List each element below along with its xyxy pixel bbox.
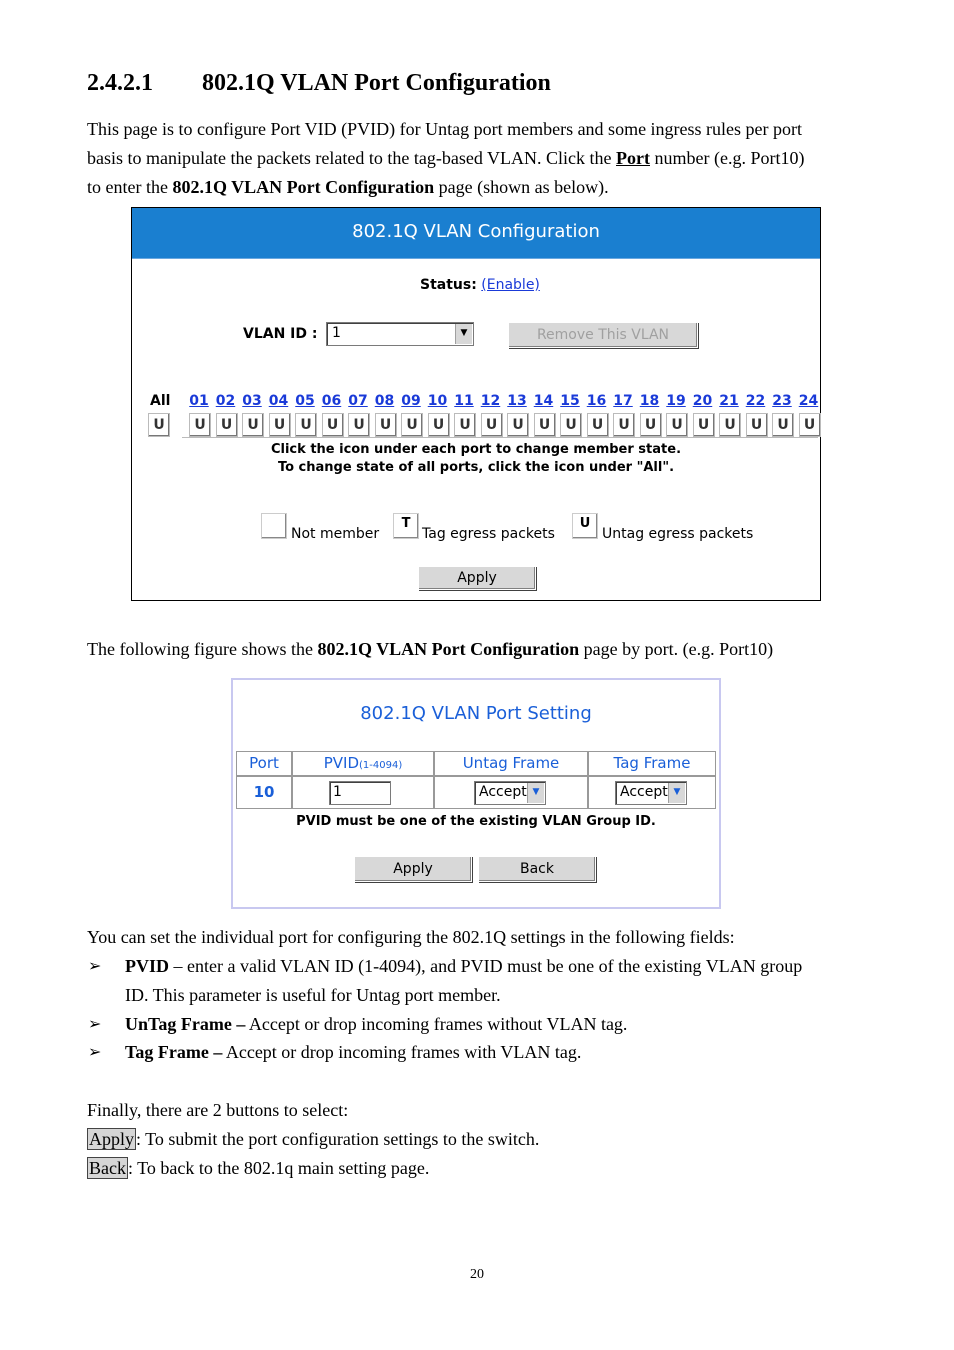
port-state-icon-21[interactable]: U	[719, 413, 741, 437]
port-state-icon-07[interactable]: U	[348, 413, 370, 437]
bullet-text: – enter a valid VLAN ID (1-4094), and PVID must be one of the existing VLAN group	[169, 956, 803, 976]
port-state-icon-08[interactable]: U	[375, 413, 397, 437]
following-bold: 802.1Q VLAN Port Configuration	[317, 639, 580, 659]
port-link-14[interactable]: 14	[533, 393, 554, 409]
apply-button[interactable]: Apply	[418, 566, 536, 590]
vlan-id-value: 1	[332, 325, 341, 341]
row-port-value: 10	[236, 776, 292, 809]
port-link-07[interactable]: 07	[348, 393, 368, 409]
port-link-13[interactable]: 13	[507, 393, 527, 409]
port-link-05[interactable]: 05	[295, 393, 315, 409]
intro-text: number (e.g. Port10)	[650, 148, 805, 168]
bullet-pvid	[125, 952, 865, 1010]
back-button[interactable]: Back	[478, 856, 596, 882]
port-state-icon-09[interactable]: U	[401, 413, 423, 437]
status-row	[420, 277, 540, 293]
bullet-arrow-icon: ➢	[88, 1014, 102, 1033]
port-state-icon-02[interactable]: U	[216, 413, 238, 437]
vlan-id-label: VLAN ID :	[243, 326, 318, 342]
port-link-21[interactable]: 21	[719, 393, 739, 409]
legend-tag: Tag egress packets	[422, 526, 555, 542]
intro-bold: 802.1Q VLAN Port Configuration	[172, 177, 435, 197]
vlan-id-select[interactable]	[326, 322, 474, 346]
buttons-intro: Finally, there are 2 buttons to select:	[87, 1100, 349, 1120]
port-link-15[interactable]: 15	[560, 393, 580, 409]
port-link-02[interactable]: 02	[215, 393, 236, 409]
row-pvid-cell	[292, 776, 434, 809]
bullet-term: Tag Frame –	[125, 1042, 223, 1062]
untag-icon: U	[572, 513, 598, 539]
port-link-20[interactable]: 20	[692, 393, 713, 409]
port-link-18[interactable]: 18	[639, 393, 660, 409]
row-untag-cell	[434, 776, 588, 809]
page-number: 20	[470, 1267, 484, 1282]
port-state-icon-17[interactable]: U	[613, 413, 635, 437]
untag-frame-value: Accept	[479, 784, 527, 800]
chevron-down-icon: ▼	[455, 324, 472, 344]
port-state-icon-04[interactable]: U	[269, 413, 291, 437]
tag-frame-value: Accept	[620, 784, 668, 800]
tag-frame-select[interactable]	[615, 781, 687, 805]
bullet-arrow-icon: ➢	[88, 1042, 102, 1061]
bullet-text-cont: ID. This parameter is useful for Untag port member.	[125, 985, 501, 1005]
row-tag-cell	[588, 776, 716, 809]
header-pvid	[292, 751, 434, 776]
hint-line-1: Click the icon under each port to change member state.	[270, 442, 682, 457]
bullet-text: Accept or drop incoming frames without VLAN tag.	[245, 1014, 628, 1034]
port-link-22[interactable]: 22	[745, 393, 766, 409]
port-state-icon-16[interactable]: U	[587, 413, 609, 437]
port-state-icon-13[interactable]: U	[507, 413, 529, 437]
port-link-19[interactable]: 19	[666, 393, 686, 409]
back-label-box: Back	[89, 1158, 126, 1178]
bullet-text: Accept or drop incoming frames with VLAN tag.	[222, 1042, 582, 1062]
following-figure-text	[87, 635, 867, 664]
port-link-10[interactable]: 10	[427, 393, 448, 409]
vlan-configuration-panel	[131, 207, 821, 601]
fields-intro: You can set the individual port for configuring the 802.1Q settings in the following fields:	[87, 927, 735, 947]
pvid-note: PVID must be one of the existing VLAN Group ID.	[296, 814, 656, 829]
port-link-16[interactable]: 16	[586, 393, 607, 409]
section-heading	[87, 70, 551, 97]
header-untag-frame: Untag Frame	[434, 751, 588, 776]
port-state-icon-12[interactable]: U	[481, 413, 503, 437]
following-text: The following figure shows the	[87, 639, 318, 659]
port-link-17[interactable]: 17	[613, 393, 633, 409]
chevron-down-icon: ▼	[668, 783, 685, 803]
intro-line-2	[87, 144, 867, 173]
all-ports-state-icon[interactable]: U	[148, 413, 170, 437]
intro-line-3	[87, 173, 867, 202]
untag-frame-select[interactable]	[474, 781, 546, 805]
apply-description-text: : To submit the port configuration settings to the switch.	[136, 1129, 540, 1149]
status-label: Status:	[420, 277, 477, 293]
intro-line-1: This page is to configure Port VID (PVID) for Untag port members and some ingress rules per port	[87, 119, 803, 139]
tag-icon: T	[393, 513, 419, 539]
intro-paragraph	[87, 115, 867, 202]
apply-button[interactable]: Apply	[354, 856, 472, 882]
chevron-down-icon: ▼	[527, 783, 544, 803]
port-link-03[interactable]: 03	[242, 393, 262, 409]
legend-untag: Untag egress packets	[602, 526, 754, 542]
port-state-icon-03[interactable]: U	[242, 413, 264, 437]
header-port: Port	[236, 751, 292, 776]
panel-header: 802.1Q VLAN Configuration	[132, 208, 820, 259]
port-link-11[interactable]: 11	[454, 393, 474, 409]
port-state-icon-15[interactable]: U	[560, 413, 582, 437]
header-pvid-range: (1-4094)	[359, 760, 403, 771]
status-enable-link[interactable]: (Enable)	[481, 277, 540, 293]
intro-text: basis to manipulate the packets related to the tag-based VLAN. Click the	[87, 148, 617, 168]
apply-description	[87, 1125, 867, 1154]
port-state-icon-22[interactable]: U	[746, 413, 768, 437]
port-state-icon-14[interactable]: U	[534, 413, 556, 437]
back-description-text: : To back to the 802.1q main setting page.	[127, 1158, 430, 1178]
intro-text: page (shown as below).	[434, 177, 609, 197]
port-state-icon-05[interactable]: U	[295, 413, 317, 437]
not-member-icon	[261, 513, 287, 539]
port-setting-title: 802.1Q VLAN Port Setting	[360, 703, 592, 724]
pvid-input-value: 1	[333, 784, 342, 800]
bullet-term: PVID	[125, 956, 169, 976]
header-tag-frame: Tag Frame	[588, 751, 716, 776]
following-text: page by port. (e.g. Port10)	[579, 639, 774, 659]
port-state-icon-18[interactable]: U	[640, 413, 662, 437]
intro-text: to enter the	[87, 177, 173, 197]
port-link-04[interactable]: 04	[268, 393, 289, 409]
port-state-icon-11[interactable]: U	[454, 413, 476, 437]
header-pvid-label: PVID	[323, 754, 360, 772]
apply-label-box: Apply	[89, 1129, 134, 1149]
port-state-icon-20[interactable]: U	[693, 413, 715, 437]
port-link-06[interactable]: 06	[321, 393, 342, 409]
all-label: All	[150, 393, 171, 409]
port-state-icon-06[interactable]: U	[322, 413, 344, 437]
port-link-12[interactable]: 12	[480, 393, 501, 409]
port-state-icon-19[interactable]: U	[666, 413, 688, 437]
port-link-01[interactable]: 01	[189, 393, 209, 409]
legend-not-member: Not member	[291, 526, 380, 542]
port-state-icon-24[interactable]: U	[799, 413, 821, 437]
bullet-arrow-icon: ➢	[88, 956, 102, 975]
port-state-icon-01[interactable]: U	[189, 413, 211, 437]
bullet-untag-frame	[125, 1010, 865, 1039]
port-state-icon-10[interactable]: U	[428, 413, 450, 437]
port-link-09[interactable]: 09	[401, 393, 421, 409]
vlan-port-setting-panel	[231, 678, 721, 909]
section-title: 802.1Q VLAN Port Configuration	[202, 70, 551, 96]
pvid-input[interactable]	[329, 781, 391, 805]
section-number: 2.4.2.1	[87, 70, 153, 96]
port-state-icon-23[interactable]: U	[772, 413, 794, 437]
port-link-24[interactable]: 24	[798, 393, 819, 409]
bullet-term: UnTag Frame –	[125, 1014, 246, 1034]
bullet-tag-frame	[125, 1038, 865, 1067]
back-description	[87, 1154, 867, 1183]
remove-vlan-button[interactable]: Remove This VLAN	[508, 322, 698, 348]
port-link-23[interactable]: 23	[772, 393, 792, 409]
port-link-08[interactable]: 08	[374, 393, 395, 409]
hint-line-2: To change state of all ports, click the icon under "All".	[277, 460, 675, 475]
intro-port-emphasis: Port	[616, 148, 650, 168]
hint-text	[132, 441, 820, 477]
